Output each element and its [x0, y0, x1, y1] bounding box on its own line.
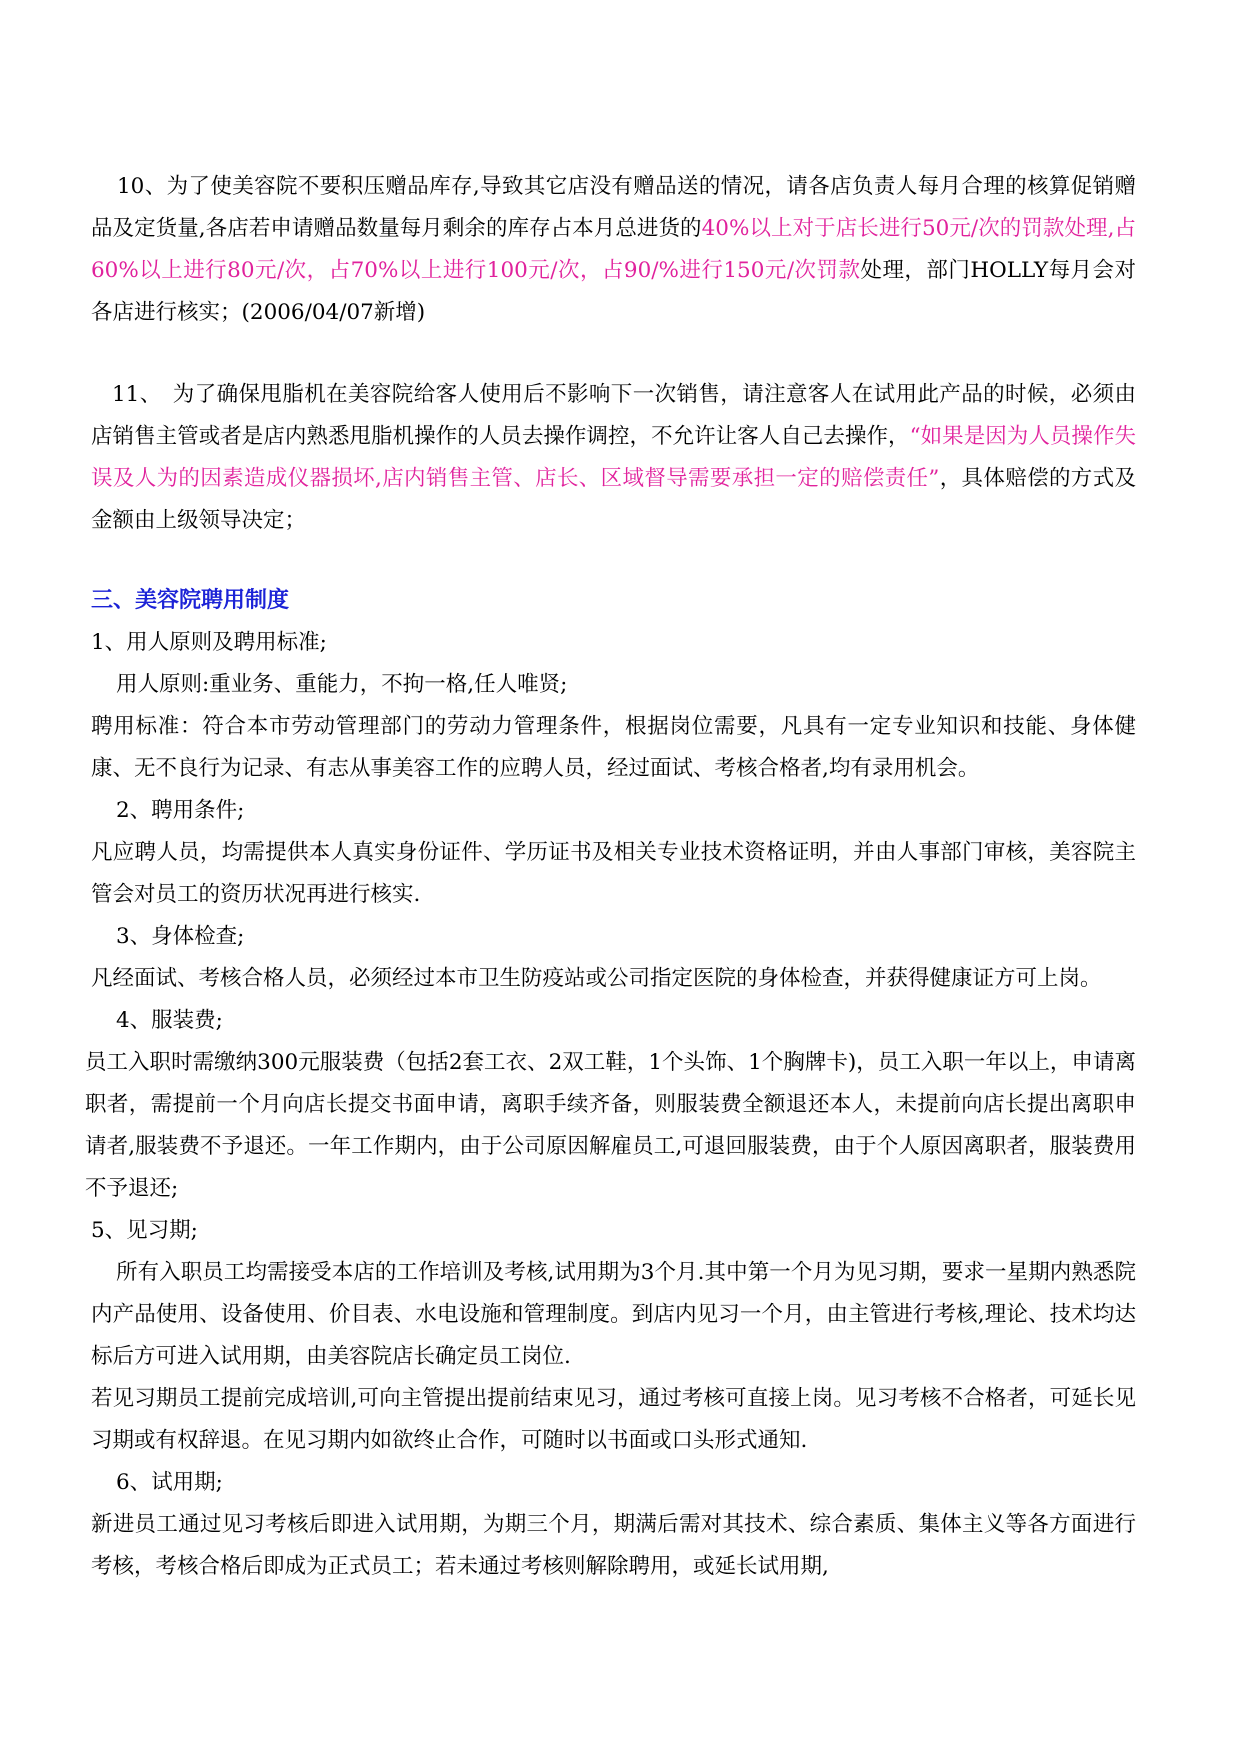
section-3-6-heading: 6、试用期;: [116, 1470, 223, 1495]
section-3-5-body-2: 若见习期员工提前完成培训,可向主管提出提前结束见习，通过考核可直接上岗。见习考核不合格者，可延长见习期或有权辞退。在见习期内如欲终止合作，可随时以书面或口头形式通知.: [91, 1386, 1136, 1453]
section-3-4-heading: 4、服装费;: [116, 1008, 223, 1033]
section-3-5-heading: 5、见习期;: [91, 1218, 198, 1243]
section-3-3-body: 凡经面试、考核合格人员，必须经过本市卫生防疫站或公司指定医院的身体检查，并获得健康证方可上岗。: [91, 966, 1102, 991]
item-11-highlight: “如果是因为人员操作失误及人为的因素造成仪器损坏,店内销售主管、店长、区域督导需要承担一定的赔偿责任”: [91, 424, 1136, 491]
section-3-4-body: 员工入职时需缴纳300元服装费（包括2套工衣、2双工鞋，1个头饰、1个胸牌卡)，员工入职一年以上，申请离职者，需提前一个月向店长提交书面申请，离职手续齐备，则服装费全额退还本人，未提前向店长提出离职申请者,服装费不予退还。一年工作期内，由于公司原因解雇员工,可退回服装费，由于个人原因离职者，服装费用不予退还;: [85, 1050, 1136, 1201]
document-body: [85, 166, 1137, 1588]
section-3-2-heading: 2、聘用条件;: [116, 798, 245, 823]
section-3-5-body-1: 所有入职员工均需接受本店的工作培训及考核,试用期为3个月.其中第一个月为见习期，要求一星期内熟悉院内产品使用、设备使用、价目表、水电设施和管理制度。到店内见习一个月，由主管进行考核,理论、技术均达标后方可进入试用期，由美容院店长确定员工岗位.: [91, 1260, 1136, 1369]
section-3-2-body: 凡应聘人员，均需提供本人真实身份证件、学历证书及相关专业技术资格证明，并由人事部门审核，美容院主管会对员工的资历状况再进行核实.: [91, 840, 1136, 907]
item-11-text: 11、 为了确保甩脂机在美容院给客人使用后不影响下一次销售，请注意客人在试用此产品的时候，必须由店销售主管或者是店内熟悉甩脂机操作的人员去操作调控，不允许让客人自己去操作，: [91, 382, 1136, 449]
section-3-6-body: 新进员工通过见习考核后即进入试用期，为期三个月，期满后需对其技术、综合素质、集体主义等各方面进行考核，考核合格后即成为正式员工；若未通过考核则解除聘用，或延长试用期,: [91, 1512, 1136, 1579]
item-10-text-end: 处理，部门HOLLY每月会对各店进行核实；(2006/04/07新增): [91, 258, 1137, 325]
item-10-text: 10、为了使美容院不要积压赠品库存,导致其它店没有赠品送的情况，请各店负责人每月合理的核算促销赠品及定货量,各店若申请赠品数量每月剩余的库存占本月总进货的: [91, 174, 1136, 241]
item-10-paragraph: [91, 166, 1136, 334]
section-3-title: 三、美容院聘用制度: [91, 588, 290, 613]
section-3-1-heading: 1、用人原则及聘用标准;: [91, 630, 327, 655]
item-11-paragraph: [91, 374, 1136, 542]
section-3-1-standard: 聘用标准：符合本市劳动管理部门的劳动力管理条件，根据岗位需要，凡具有一定专业知识和技能、身体健康、无不良行为记录、有志从事美容工作的应聘人员，经过面试、考核合格者,均有录用机会。: [91, 714, 1136, 781]
item-10-highlight: 40%以上对于店长进行50元/次的罚款处理,占60%以上进行80元/次，占70%以上进行100元/次，占90/%进行150元/次罚款: [91, 216, 1136, 283]
item-11-text-end: ，具体赔偿的方式及金额由上级领导决定；: [91, 466, 1136, 533]
section-3-1-principle: 用人原则:重业务、重能力，不拘一格,任人唯贤;: [116, 672, 568, 697]
section-3-3-heading: 3、身体检查;: [116, 924, 245, 949]
